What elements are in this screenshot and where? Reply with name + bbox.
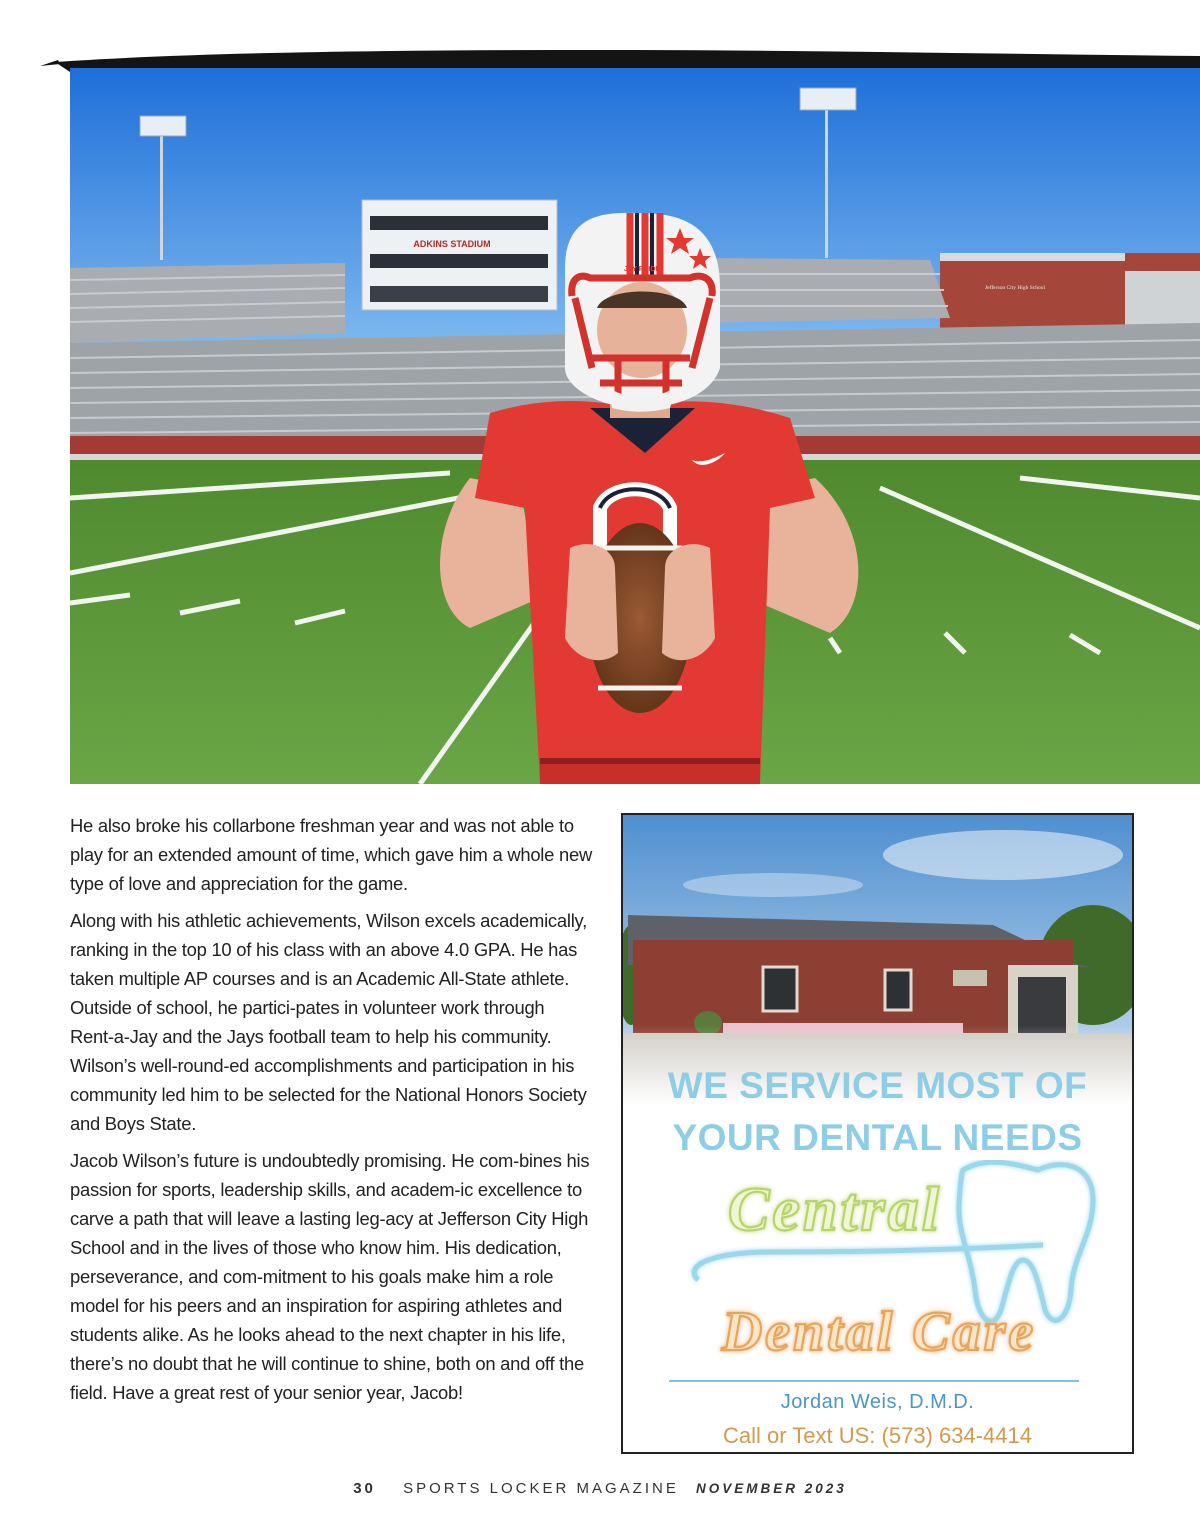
brand-word-central: Central (728, 1176, 942, 1244)
article-paragraph: Along with his athletic achievements, Wilson excels academically, ranking in the top 10 of his class with an above 4.0 GPA. He has taken multiple AP courses and is an Academic All-State athlete. Outside of school, he partici-pates in volunteer work through Rent-a-Jay and the Jays football team to help his community. Wilson’s well-round-ed accomplishments and participation in his community led him to be selected for the National Honors Society and Boys State. (70, 910, 587, 1134)
article-paragraph: Jacob Wilson’s future is undoubtedly promising. He com-bines his passion for sports, leadership skills, and academ-ic excellence to carve a path that will leave a lasting leg-acy at Jefferson City High School and in the lives of those who know him. His dedication, perseverance, and com-mitment to his goals make him a role model for his peers and an inspiration for aspiring athletes and students alike. As he looks ahead to the next chapter in his life, there’s no doubt that he will continue to shine, both on and off the field. Have a great rest of your senior year, Jacob! (70, 1150, 590, 1403)
ad-divider (669, 1380, 1079, 1382)
article-paragraph: He also broke his collarbone freshman year and was not able to play for an extended amount of time, which gave him a whole new type of love and appreciation for the game. (70, 815, 592, 894)
issue-date: NOVEMBER 2023 (696, 1481, 847, 1496)
ad-headline-line-1: WE SERVICE MOST OF (667, 1065, 1088, 1106)
hero-photo (70, 68, 1200, 784)
brand-word-dental-care: Dental Care (721, 1301, 1037, 1363)
magazine-name: SPORTS LOCKER MAGAZINE (403, 1480, 679, 1497)
article-body (70, 811, 592, 1415)
central-dental-care-logo (623, 1160, 1134, 1375)
helmet-text: JAY PRIDE (623, 266, 661, 273)
school-sign: Jefferson City High School (985, 285, 1045, 291)
press-box (362, 200, 557, 310)
doctor-name: Jordan Weis, D.M.D. (780, 1391, 975, 1413)
page-footer (0, 1480, 1200, 1497)
dental-ad (621, 813, 1134, 1454)
phone-number: Call or Text US: (573) 634-4414 (723, 1423, 1032, 1448)
dental-office-photo (623, 815, 1134, 1105)
ad-headline-line-2: YOUR DENTAL NEEDS (672, 1117, 1083, 1158)
page-number: 30 (353, 1480, 376, 1497)
stadium-sign: ADKINS STADIUM (413, 239, 491, 249)
